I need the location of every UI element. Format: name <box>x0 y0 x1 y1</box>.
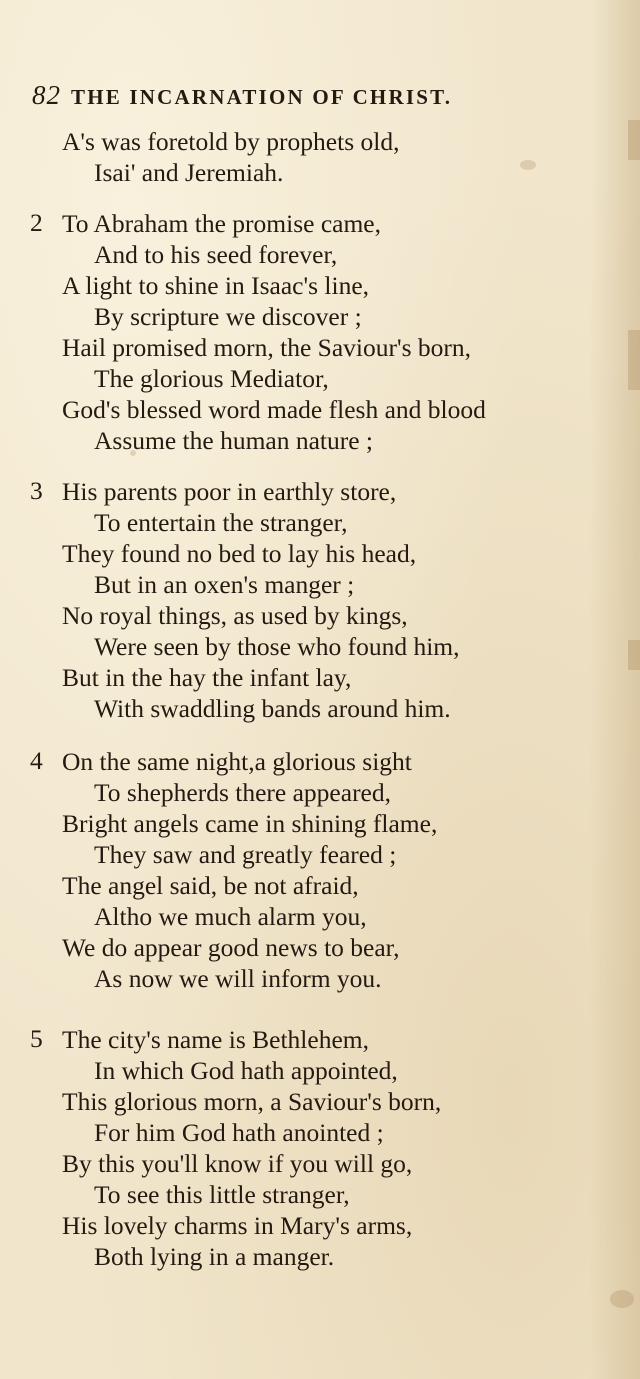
paper-spot <box>130 450 136 456</box>
verse-line: Bright angels came in shining flame, <box>62 809 438 838</box>
verse-number: 4 <box>30 746 43 775</box>
verse-line: This glorious morn, a Saviour's born, <box>62 1087 442 1116</box>
margin-stain <box>628 120 640 160</box>
verse-line: They saw and greatly feared ; <box>94 840 397 869</box>
verse-2 <box>0 208 630 456</box>
verse-line: His parents poor in earthly store, <box>62 477 397 506</box>
verse-line: God's blessed word made flesh and blood <box>62 395 486 424</box>
running-title: THE INCARNATION OF CHRIST. <box>71 85 453 109</box>
verse-line: They found no bed to lay his head, <box>62 539 417 568</box>
verse-line: Hail promised morn, the Saviour's born, <box>62 333 471 362</box>
verse-line: The angel said, be not afraid, <box>62 871 359 900</box>
verse-number: 3 <box>30 476 43 505</box>
verse-3 <box>0 476 630 724</box>
verse-line: Assume the human nature ; <box>94 426 374 455</box>
verse-line: With swaddling bands around him. <box>94 694 451 723</box>
verse-line: But in the hay the infant lay, <box>62 663 352 692</box>
verse-line: On the same night,a glorious sight <box>62 747 412 776</box>
verse-line: But in an oxen's manger ; <box>94 570 355 599</box>
verse-number: 2 <box>30 208 43 237</box>
running-head <box>32 80 592 116</box>
verse-line: To entertain the stranger, <box>94 508 348 537</box>
verse-continued <box>0 126 630 188</box>
verse-line: We do appear good news to bear, <box>62 933 400 962</box>
verse-line: To Abraham the promise came, <box>62 209 381 238</box>
verse-line: For him God hath anointed ; <box>94 1118 384 1147</box>
verse-line: A's was foretold by prophets old, <box>62 127 400 156</box>
verse-line: To shepherds there appeared, <box>94 778 391 807</box>
verse-line: In which God hath appointed, <box>94 1056 398 1085</box>
verse-4 <box>0 746 630 994</box>
page-number: 82 <box>32 80 61 110</box>
margin-stain <box>628 640 640 670</box>
verse-line: Isai' and Jeremiah. <box>94 158 284 187</box>
verse-line: Altho we much alarm you, <box>94 902 367 931</box>
verse-line: To see this little stranger, <box>94 1180 350 1209</box>
verse-line: The glorious Mediator, <box>94 364 329 393</box>
verse-line: By scripture we discover ; <box>94 302 362 331</box>
verse-line: Both lying in a manger. <box>94 1242 335 1271</box>
verse-line: By this you'll know if you will go, <box>62 1149 413 1178</box>
verse-line: No royal things, as used by kings, <box>62 601 408 630</box>
verse-line: The city's name is Bethlehem, <box>62 1025 369 1054</box>
verse-line: Were seen by those who found him, <box>94 632 460 661</box>
verse-line: And to his seed forever, <box>94 240 338 269</box>
verse-number: 5 <box>30 1024 43 1053</box>
verse-5 <box>0 1024 630 1272</box>
margin-stain <box>628 330 640 390</box>
verse-line: As now we will inform you. <box>94 964 382 993</box>
paper-spot <box>520 160 536 170</box>
paper-spot <box>610 1290 634 1308</box>
verse-line: His lovely charms in Mary's arms, <box>62 1211 413 1240</box>
verse-line: A light to shine in Isaac's line, <box>62 271 370 300</box>
